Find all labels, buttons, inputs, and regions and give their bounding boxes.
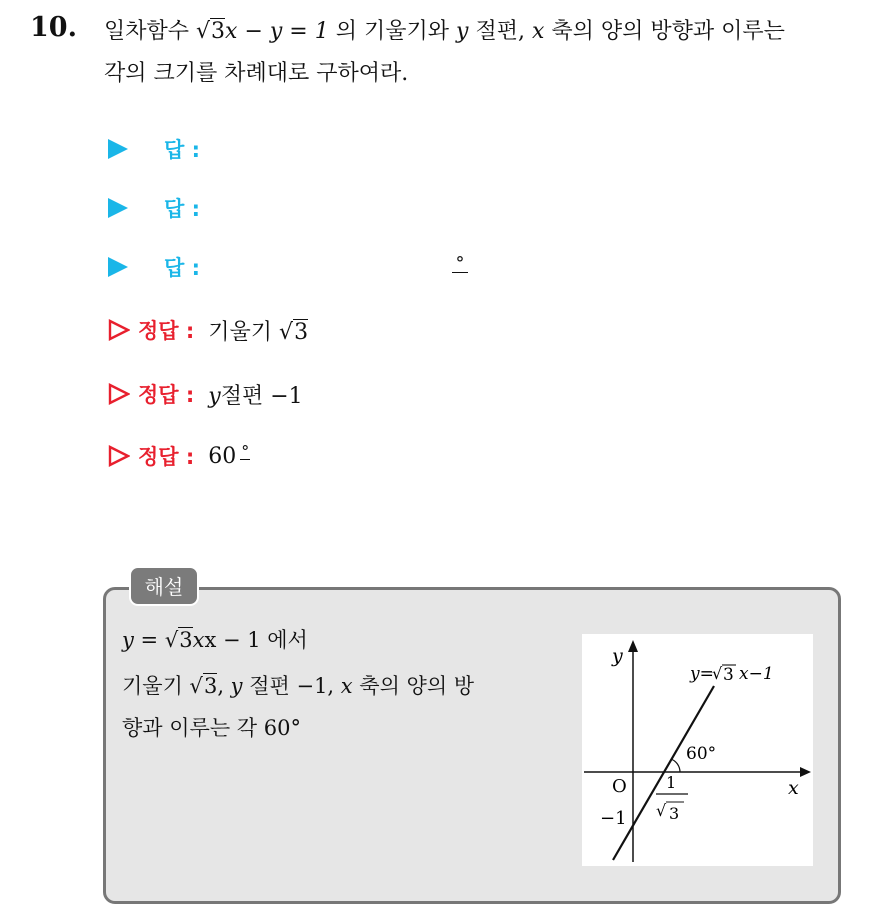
correct-row-1 — [108, 314, 308, 346]
answer-arrow-icon — [108, 139, 128, 159]
question-var-x: x — [531, 19, 545, 44]
line-label-radicand: 3 — [723, 665, 734, 685]
explanation-tab: 해설 — [129, 566, 199, 606]
answer-arrow-icon — [108, 198, 128, 218]
sqrt-symbol: √3 — [279, 319, 309, 345]
correct-value: y절편 −1 — [208, 383, 303, 409]
y-axis-label: y — [612, 645, 623, 667]
question-text-d: 축의 양의 방향과 이루는 — [551, 19, 785, 44]
sqrt-symbol: √3 — [189, 674, 218, 698]
question-equation: x − y = 1 — [225, 19, 329, 44]
line-label-b: x−1 — [739, 664, 774, 684]
correct-label: 정답 : — [138, 319, 195, 343]
line-label-root: √ — [712, 664, 723, 683]
origin-label: O — [612, 776, 627, 797]
question-text-c: 절편, — [475, 19, 525, 44]
answer-label: 답 : — [164, 256, 200, 280]
correct-label: 정답 : — [138, 383, 195, 407]
explanation-line-3: 향과 이루는 각 60° — [122, 716, 301, 740]
y-intercept-label: −1 — [600, 808, 627, 829]
angle-arc — [671, 759, 680, 772]
x-axis-arrow-icon — [800, 767, 811, 777]
explanation-line-2: 기울기 √3, y 절편 −1, x 축의 양의 방 — [122, 674, 475, 698]
answer-unit: ° — [452, 256, 468, 273]
answer-row-1[interactable] — [108, 134, 200, 164]
outline-arrow-icon — [108, 445, 130, 467]
question-text-a: 일차함수 — [104, 19, 190, 44]
correct-row-3 — [108, 440, 250, 472]
correct-value: 60 ° — [208, 441, 250, 469]
answer-arrow-icon — [108, 257, 128, 277]
x-intercept-denominator: 3 — [669, 804, 680, 823]
question-text-b: 의 기울기와 — [335, 19, 449, 44]
line-label-a: y= — [690, 664, 714, 684]
explanation-line-1: y = √3xx − 1 에서 — [122, 628, 308, 652]
angle-label: 60° — [686, 744, 717, 764]
answer-row-2[interactable] — [108, 193, 200, 223]
question-line-1 — [104, 14, 785, 45]
correct-value: 기울기 √3 — [208, 319, 309, 345]
x-intercept-numerator: 1 — [666, 773, 677, 792]
sqrt-symbol: √3 — [196, 19, 226, 44]
question-line-2: 각의 크기를 차례대로 구하여라. — [104, 61, 409, 86]
x-axis-label: x — [788, 777, 799, 799]
function-line — [613, 686, 717, 860]
answer-label: 답 : — [164, 197, 200, 221]
sqrt-symbol: √3 — [164, 628, 193, 652]
y-axis-arrow-icon — [628, 640, 638, 652]
sqrt-radicand: 3 — [211, 19, 226, 44]
answer-row-3[interactable] — [108, 252, 200, 282]
outline-arrow-icon — [108, 383, 130, 405]
correct-row-2 — [108, 378, 303, 410]
function-graph — [582, 634, 813, 866]
correct-label: 정답 : — [138, 445, 195, 469]
x-intercept-denominator-root: √ — [656, 801, 667, 820]
outline-arrow-icon — [108, 319, 130, 341]
question-var-y: y — [456, 19, 469, 44]
graph-svg — [582, 634, 813, 866]
question-number: 10. — [30, 12, 77, 43]
answer-label: 답 : — [164, 138, 200, 162]
